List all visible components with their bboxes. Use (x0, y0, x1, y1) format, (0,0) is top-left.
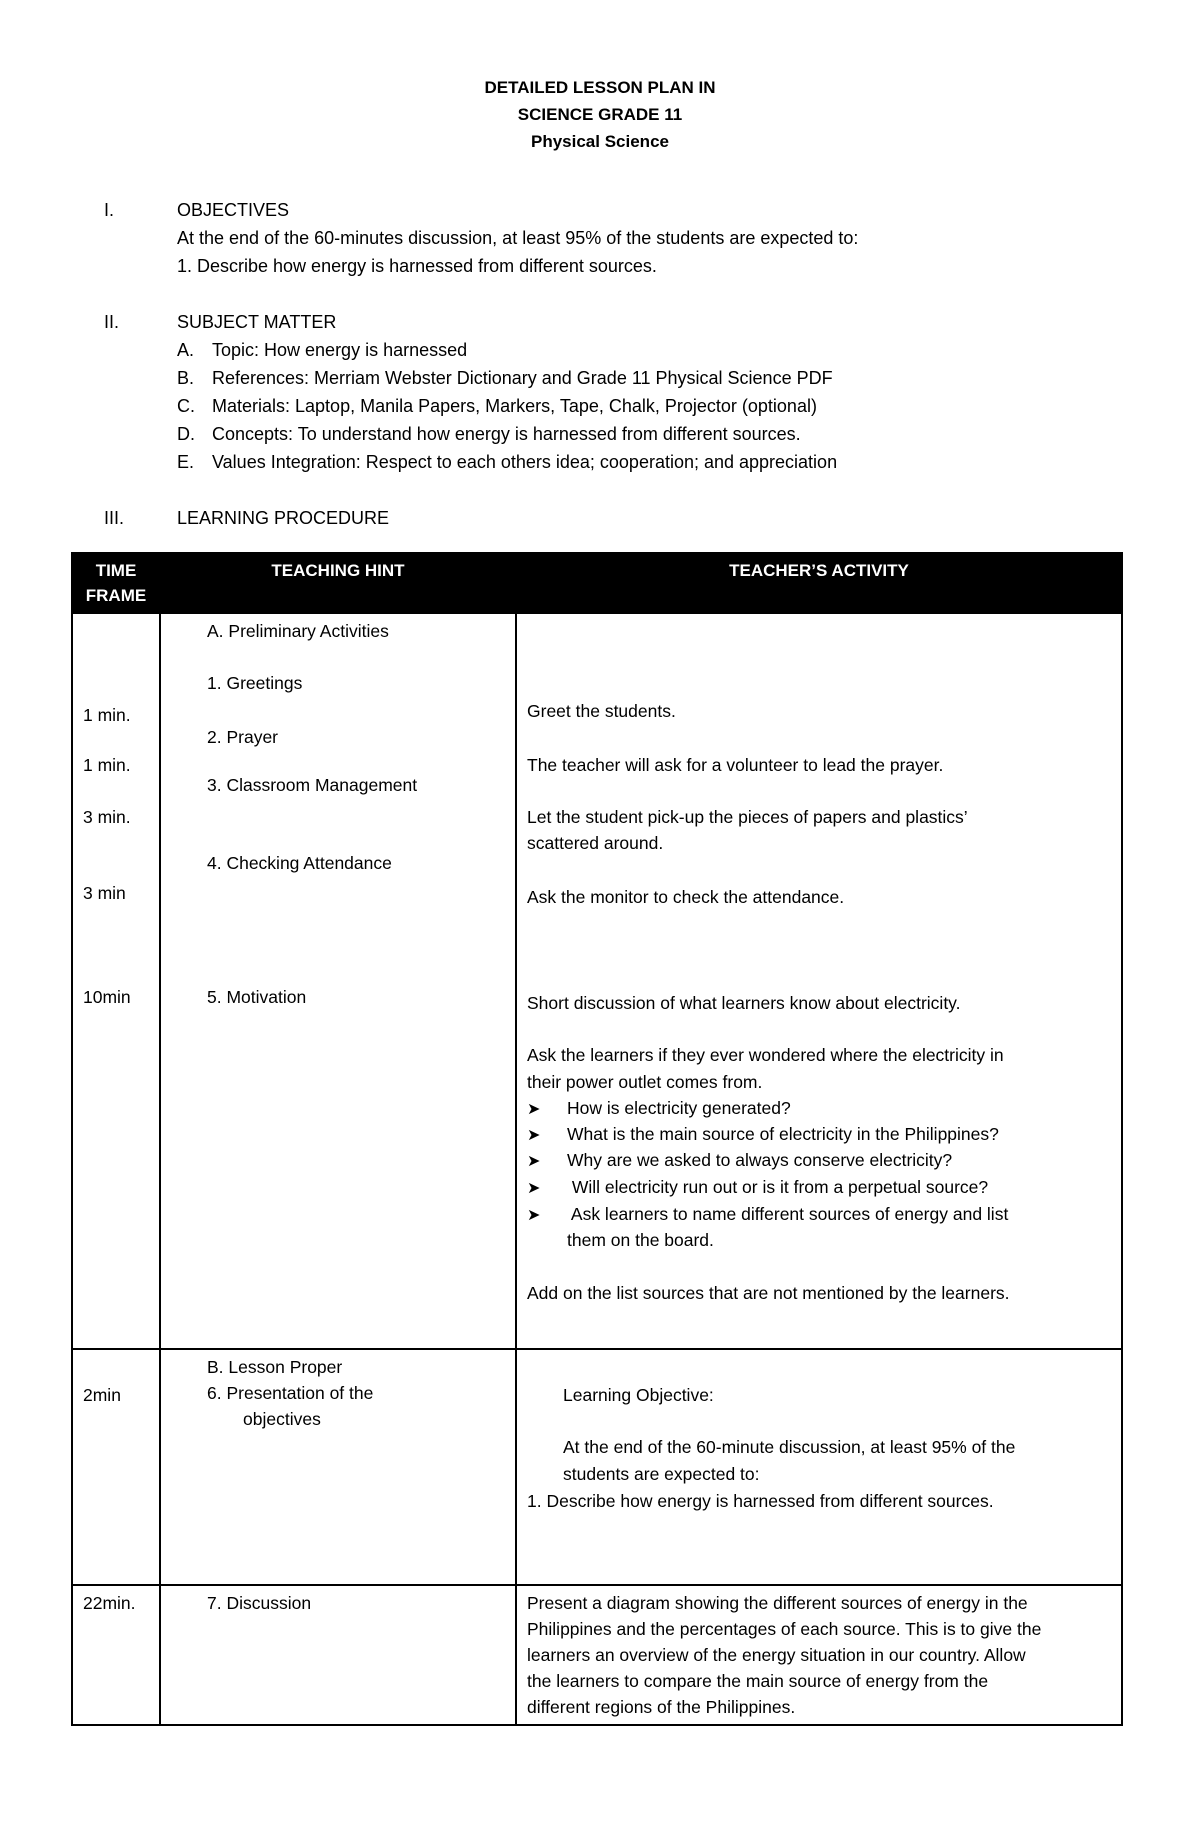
arrow-bullet-icon: ➤ (527, 1127, 541, 1144)
activity-greet: Greet the students. (527, 701, 676, 721)
subject-item-concepts: Concepts: To understand how energy is harnessed from different sources. (212, 424, 801, 444)
activity-objective-item: 1. Describe how energy is harnessed from different sources. (527, 1491, 994, 1511)
arrow-bullet-icon: ➤ (527, 1101, 541, 1118)
time-motivation: 10min (83, 987, 131, 1007)
bullet-text: How is electricity generated? (567, 1098, 791, 1118)
activity-short-discussion: Short discussion of what learners know about electricity. (527, 993, 961, 1013)
table-header-row (72, 553, 1122, 613)
bullet-item (527, 1123, 999, 1147)
activity-learning-objective: Learning Objective: (563, 1385, 714, 1405)
arrow-bullet-icon: ➤ (527, 1180, 541, 1197)
subject-item-materials: Materials: Laptop, Manila Papers, Markers, Tape, Chalk, Projector (optional) (212, 396, 817, 416)
header-teachers-activity: TEACHER’S ACTIVITY (516, 553, 1122, 613)
time-attendance: 3 min (83, 883, 126, 903)
hint-motivation: 5. Motivation (207, 987, 307, 1007)
bullet-item (527, 1149, 952, 1173)
subject-matter-heading: SUBJECT MATTER (177, 312, 337, 332)
hint-objectives: objectives (243, 1409, 321, 1429)
subject-matter-numeral: II. (104, 312, 120, 332)
hint-preliminary: A. Preliminary Activities (207, 621, 389, 641)
activity-cell (516, 1585, 1122, 1725)
activity-objective-line1: At the end of the 60-minute discussion, at least 95% of the (563, 1437, 1016, 1457)
hint-cell (160, 1349, 516, 1585)
discussion-line: the learners to compare the main source of energy from the (527, 1671, 989, 1691)
activity-prayer: The teacher will ask for a volunteer to lead the prayer. (527, 755, 944, 775)
time-cell (72, 1585, 160, 1725)
hint-greetings: 1. Greetings (207, 673, 303, 693)
hint-attendance: 4. Checking Attendance (207, 853, 392, 873)
bullet-item (527, 1176, 988, 1200)
bullet-continuation: them on the board. (567, 1230, 714, 1250)
table-row (72, 1349, 1122, 1585)
objectives-numeral: I. (104, 200, 115, 220)
time-prayer: 1 min. (83, 755, 131, 775)
activity-add-list: Add on the list sources that are not mentioned by the learners. (527, 1283, 1010, 1303)
hint-lesson-proper: B. Lesson Proper (207, 1357, 343, 1377)
bullet-item (527, 1097, 791, 1121)
procedure-numeral: III. (104, 508, 125, 528)
subject-item-letter: A. (177, 340, 195, 360)
time-greetings: 1 min. (83, 705, 131, 725)
activity-cell (516, 1349, 1122, 1585)
subject-item-letter: E. (177, 452, 195, 472)
header-time-line: TIME (95, 561, 137, 580)
discussion-line: Philippines and the percentages of each source. This is to give the (527, 1619, 1042, 1639)
table-row (72, 1585, 1122, 1725)
discussion-line: Present a diagram showing the different sources of energy in the (527, 1593, 1028, 1613)
activity-pickup-line1: Let the student pick-up the pieces of papers and plastics’ (527, 807, 968, 827)
procedure-heading: LEARNING PROCEDURE (177, 508, 390, 528)
activity-attendance: Ask the monitor to check the attendance. (527, 887, 845, 907)
hint-prayer: 2. Prayer (207, 727, 278, 747)
procedure-table (71, 552, 1123, 1726)
hint-presentation: 6. Presentation of the (207, 1383, 374, 1403)
activity-pickup-line2: scattered around. (527, 833, 664, 853)
document-title (0, 74, 1200, 155)
objectives-item-1: 1. Describe how energy is harnessed from different sources. (177, 256, 657, 276)
objectives-intro: At the end of the 60-minutes discussion, at least 95% of the students are expected to: (177, 228, 859, 248)
bullet-text: Will electricity run out or is it from a perpetual source? (567, 1177, 989, 1197)
header-teaching-hint: TEACHING HINT (160, 553, 516, 613)
hint-cell (160, 613, 516, 1349)
hint-discussion: 7. Discussion (207, 1593, 312, 1613)
activity-cell (516, 613, 1122, 1349)
subject-item-letter: B. (177, 368, 195, 388)
arrow-bullet-icon: ➤ (527, 1207, 541, 1224)
activity-objective-line2: students are expected to: (563, 1464, 760, 1484)
subject-item-letter: D. (177, 424, 195, 444)
header-frame-line: FRAME (85, 586, 147, 605)
activity-ask-line1: Ask the learners if they ever wondered where the electricity in (527, 1045, 1004, 1065)
time-cell (72, 613, 160, 1349)
time-presentation: 2min (83, 1385, 121, 1405)
table-row (72, 613, 1122, 1349)
objectives-heading: OBJECTIVES (177, 200, 290, 220)
header-time-frame (72, 553, 160, 613)
discussion-line: learners an overview of the energy situation in our country. Allow (527, 1645, 1026, 1665)
time-classroom-management: 3 min. (83, 807, 131, 827)
subject-item-topic: Topic: How energy is harnessed (212, 340, 468, 360)
arrow-bullet-icon: ➤ (527, 1153, 541, 1170)
subject-item-values: Values Integration: Respect to each others idea; cooperation; and appreciation (212, 452, 838, 472)
title-line-3: Physical Science (531, 132, 669, 151)
hint-classroom-management: 3. Classroom Management (207, 775, 418, 795)
bullet-item (527, 1203, 1008, 1227)
time-discussion: 22min. (83, 1593, 136, 1613)
bullet-text: Ask learners to name different sources of energy and list (567, 1204, 1009, 1224)
subject-item-references: References: Merriam Webster Dictionary and Grade 11 Physical Science PDF (212, 368, 833, 388)
activity-ask-line2: their power outlet comes from. (527, 1072, 763, 1092)
discussion-line: different regions of the Philippines. (527, 1697, 796, 1717)
hint-cell (160, 1585, 516, 1725)
bullet-text: Why are we asked to always conserve electricity? (567, 1150, 953, 1170)
time-cell (72, 1349, 160, 1585)
title-line-2: SCIENCE GRADE 11 (517, 105, 683, 124)
subject-item-letter: C. (177, 396, 195, 416)
bullet-text: What is the main source of electricity in the Philippines? (567, 1124, 999, 1144)
title-line-1: DETAILED LESSON PLAN IN (484, 78, 716, 97)
